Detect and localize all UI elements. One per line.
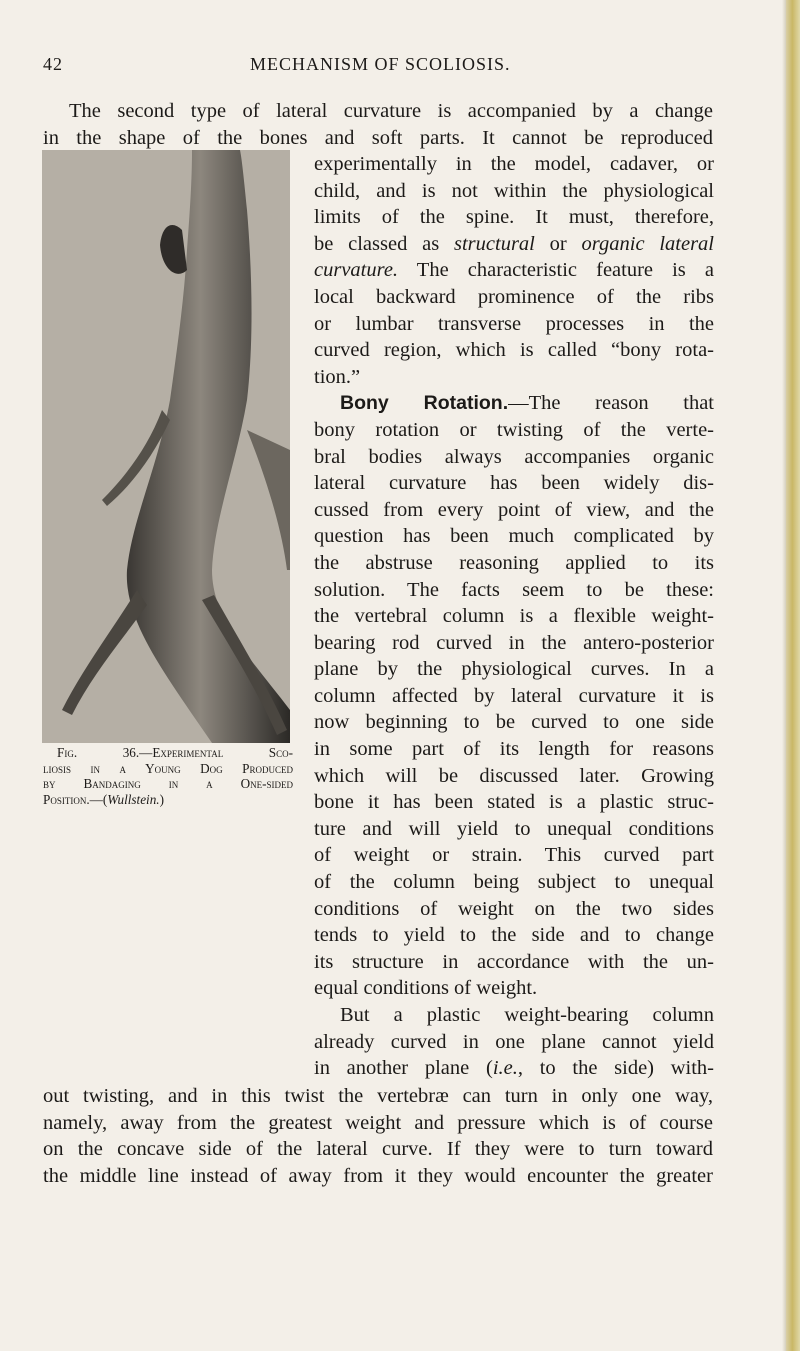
- text-line: ture and will yield to unequal conditions: [314, 817, 714, 840]
- text-line: in the shape of the bones and soft parts. It cannot be reproduced: [43, 126, 713, 149]
- text-line: experimentally in the model, cadaver, or: [314, 153, 714, 175]
- text-line: or lumbar transverse processes in the: [314, 312, 714, 335]
- text-line: [314, 231, 714, 258]
- figure-photo-dog-spine: [42, 150, 290, 743]
- text-line: limits of the spine. It must, therefore,: [314, 206, 714, 229]
- text-line: child, and is not within the physiological: [314, 179, 714, 202]
- text-run: be classed as: [314, 232, 454, 255]
- text-line: equal conditions of weight.: [314, 977, 538, 1000]
- text-line: which will be discussed later. Growing: [314, 764, 714, 787]
- text-run: , to the side) with-: [517, 1057, 714, 1080]
- caption-line: [43, 792, 293, 808]
- text-line: already curved in one plane cannot yield: [314, 1030, 714, 1053]
- section-heading-bony-rotation: Bony Rotation.: [340, 392, 509, 415]
- specimen-illustration: [42, 150, 290, 743]
- text-line: local backward prominence of the ribs: [314, 285, 714, 308]
- caption-line: liosis in a Young Dog Produced: [43, 760, 293, 776]
- text-line: conditions of weight on the two sides: [314, 897, 714, 920]
- text-line: plane by the physiological curves. In a: [314, 658, 714, 681]
- text-run: Position.—(: [43, 791, 108, 807]
- text-line: tion.”: [314, 365, 361, 388]
- paragraph-bottom: [43, 1083, 713, 1189]
- italic-term-curvature: curvature.: [314, 259, 399, 282]
- text-run: ): [159, 791, 165, 807]
- text-run: or: [534, 232, 582, 255]
- paragraph-top: [43, 98, 713, 151]
- text-line: [314, 390, 714, 417]
- running-title: MECHANISM OF SCOLIOSIS.: [250, 54, 511, 74]
- caption-line: by Bandaging in a One-sided: [43, 776, 293, 791]
- text-line: namely, away from the greatest weight and pressure which is of course: [43, 1111, 713, 1134]
- text-line: tends to yield to the side and to change: [314, 924, 714, 947]
- text-line: bony rotation or twisting of the verte-: [314, 418, 714, 441]
- text-line: [314, 257, 714, 284]
- text-line: lateral curvature has been widely dis-: [314, 472, 714, 495]
- text-line: out twisting, and in this twist the vertebræ can turn in only one way,: [43, 1085, 713, 1107]
- text-line: of weight or strain. This curved part: [314, 844, 714, 867]
- text-line: in some part of its length for reasons: [314, 738, 714, 761]
- italic-term-structural: structural: [454, 232, 535, 255]
- text-line: column affected by lateral curvature it is: [314, 684, 714, 707]
- italic-abbrev-ie: i.e.: [492, 1057, 518, 1080]
- text-line: [314, 1055, 714, 1082]
- text-line: bral bodies always accompanies organic: [314, 445, 714, 468]
- page-header: [0, 54, 800, 78]
- text-run: —The reason that: [508, 392, 714, 415]
- text-line: cussed from every point of view, and the: [314, 498, 714, 521]
- text-run: The characteristic feature is a: [398, 259, 714, 282]
- text-line: the vertebral column is a flexible weight-: [314, 605, 714, 628]
- text-line: bone it has been stated is a plastic struc-: [314, 791, 714, 814]
- text-line: But a plastic weight-bearing column: [340, 1004, 714, 1026]
- text-line: the abstruse reasoning applied to its: [314, 551, 714, 574]
- text-run: in another plane (: [314, 1057, 493, 1080]
- text-line: on the concave side of the lateral curve. If they were to turn toward: [43, 1138, 713, 1161]
- text-line: bearing rod curved in the antero-posterior: [314, 631, 714, 654]
- text-line: its structure in accordance with the un-: [314, 950, 714, 973]
- page-edge: [786, 0, 800, 1351]
- italic-term-organic-lateral: organic lateral: [581, 232, 714, 255]
- text-line: The second type of lateral curvature is accompanied by a change: [69, 100, 713, 122]
- text-line: of the column being subject to unequal: [314, 871, 714, 894]
- caption-line: Fig. 36.—Experimental Sco-: [57, 745, 293, 760]
- paragraph-right-column: [314, 151, 714, 1082]
- page-number: 42: [43, 54, 63, 74]
- figure-caption: [43, 745, 293, 807]
- caption-author: Wullstein.: [107, 791, 160, 807]
- text-line: curved region, which is called “bony rota-: [314, 339, 714, 362]
- text-line: now beginning to be curved to one side: [314, 711, 714, 734]
- text-line: question has been much complicated by: [314, 525, 714, 548]
- text-line: the middle line instead of away from it they would encounter the greater: [43, 1164, 713, 1187]
- text-line: solution. The facts seem to be these:: [314, 578, 714, 601]
